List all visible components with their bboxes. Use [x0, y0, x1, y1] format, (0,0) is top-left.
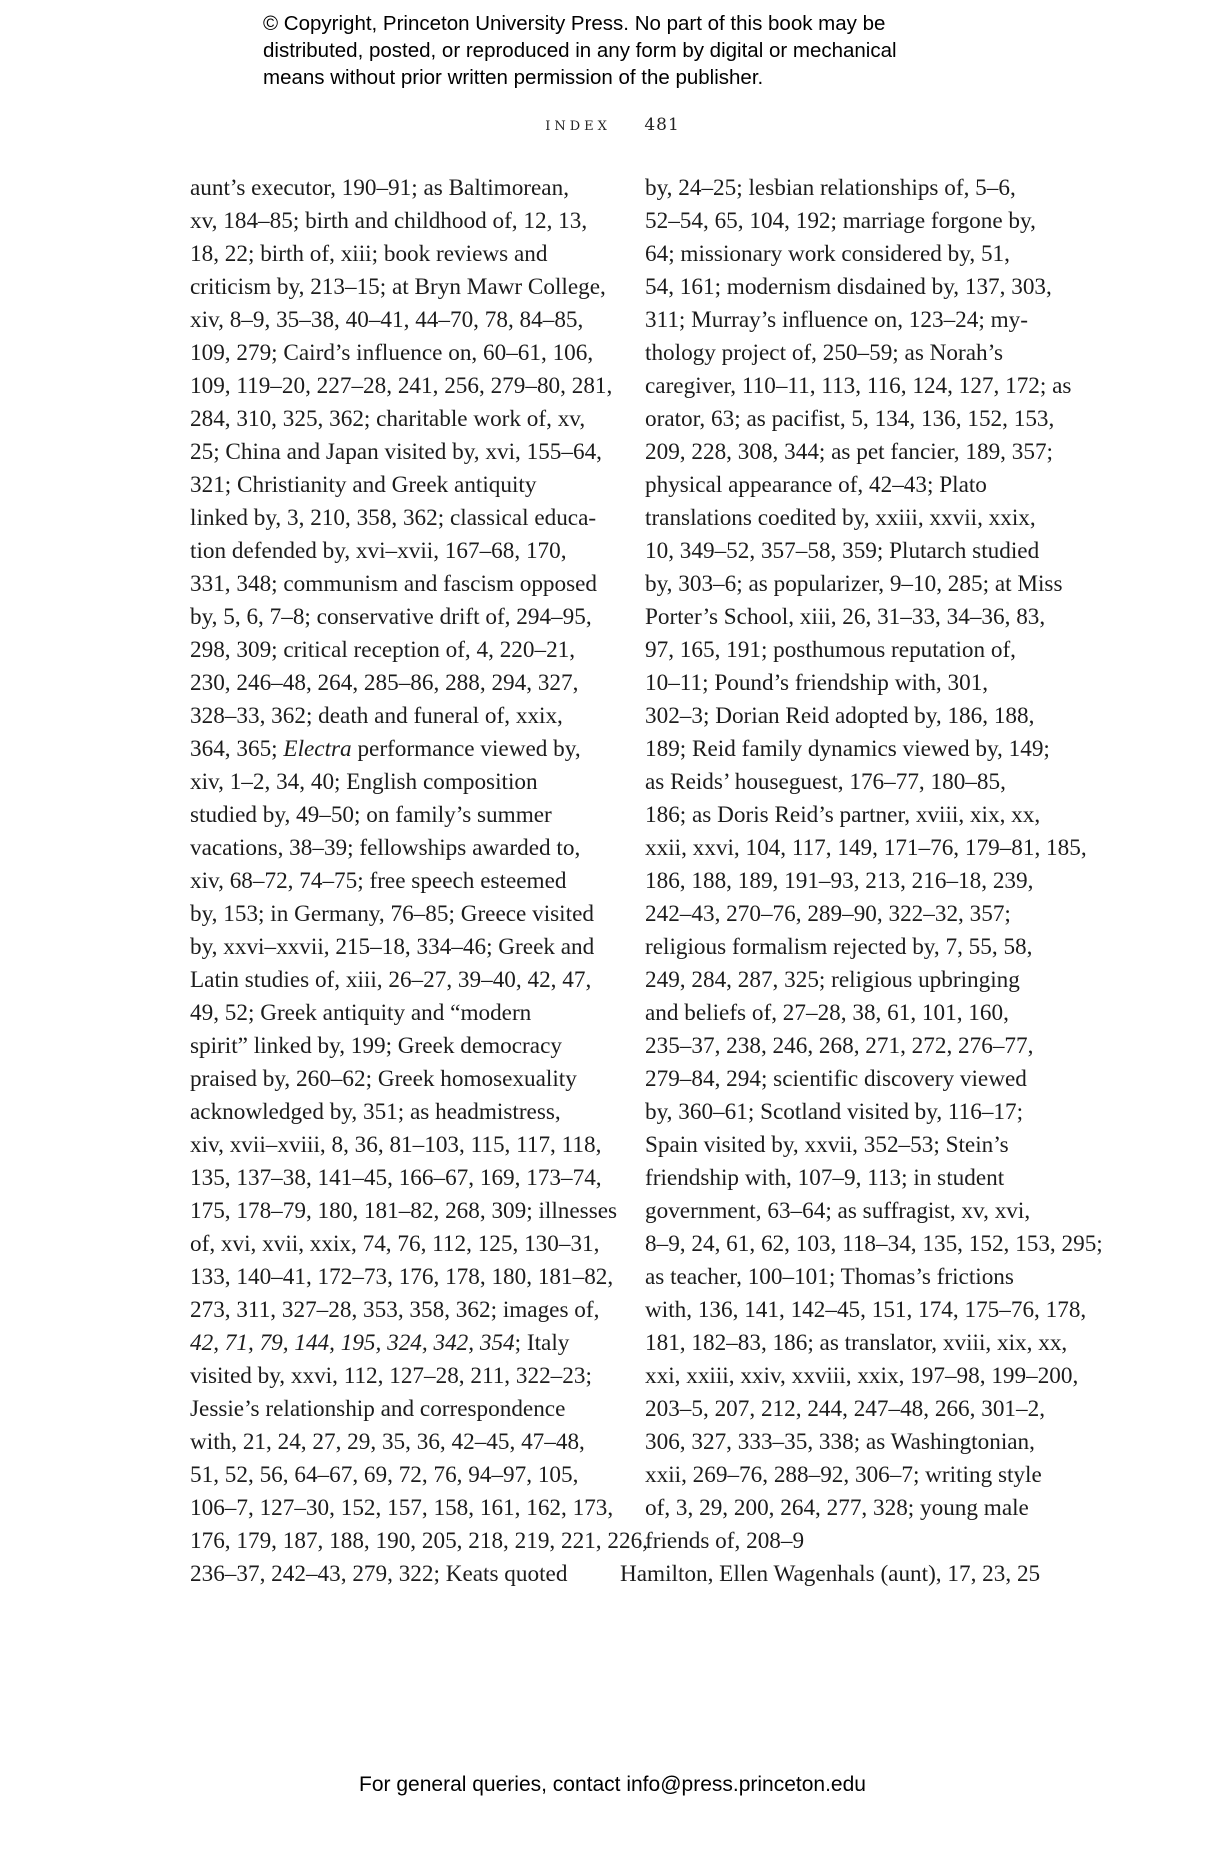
index-line: 311; Murray’s influence on, 123–24; my-: [645, 307, 1028, 333]
index-line: Hamilton, Ellen Wagenhals (aunt), 17, 23, 25: [620, 1561, 1041, 1587]
italic-page-refs: 42, 71, 79, 144, 195, 324, 342, 354: [190, 1330, 515, 1356]
index-line: 42, 71, 79, 144, 195, 324, 342, 354; Italy: [190, 1330, 570, 1356]
index-line: 51, 52, 56, 64–67, 69, 72, 76, 94–97, 105,: [190, 1462, 579, 1488]
index-line: 52–54, 65, 104, 192; marriage forgone by,: [645, 208, 1036, 234]
index-line: 175, 178–79, 180, 181–82, 268, 309; illnesses: [190, 1198, 618, 1224]
italic-title: Electra: [283, 736, 352, 762]
index-line: 273, 311, 327–28, 353, 358, 362; images of,: [190, 1297, 600, 1323]
index-line: 176, 179, 187, 188, 190, 205, 218, 219, 221, 226,: [190, 1528, 648, 1554]
index-line: 18, 22; birth of, xiii; book reviews and: [190, 241, 548, 267]
index-line: Spain visited by, xxvii, 352–53; Stein’s: [645, 1132, 1009, 1158]
index-line: 181, 182–83, 186; as translator, xviii, xix, xx,: [645, 1330, 1068, 1356]
index-line: visited by, xxvi, 112, 127–28, 211, 322–23;: [190, 1363, 592, 1389]
index-line: 189; Reid family dynamics viewed by, 149;: [645, 736, 1050, 762]
copyright-line: means without prior written permission of the publisher.: [263, 66, 764, 89]
index-line: friendship with, 107–9, 113; in student: [645, 1165, 1005, 1191]
index-line: studied by, 49–50; on family’s summer: [190, 802, 552, 828]
index-line: 54, 161; modernism disdained by, 137, 303,: [645, 274, 1052, 300]
index-line: 133, 140–41, 172–73, 176, 178, 180, 181–82,: [190, 1264, 614, 1290]
index-line: by, 360–61; Scotland visited by, 116–17;: [645, 1099, 1024, 1125]
index-line: praised by, 260–62; Greek homosexuality: [190, 1066, 577, 1092]
index-line: 10, 349–52, 357–58, 359; Plutarch studied: [645, 538, 1040, 564]
index-line: 242–43, 270–76, 289–90, 322–32, 357;: [645, 901, 1011, 927]
index-line: translations coedited by, xxiii, xxvii, xxix,: [645, 505, 1036, 531]
index-line: orator, 63; as pacifist, 5, 134, 136, 152, 153,: [645, 406, 1055, 432]
footer-contact: [0, 1773, 1225, 1797]
copyright-notice: [263, 10, 1023, 91]
index-line: and beliefs of, 27–28, 38, 61, 101, 160,: [645, 1000, 1009, 1026]
index-line: 10–11; Pound’s friendship with, 301,: [645, 670, 989, 696]
index-line: xxii, xxvi, 104, 117, 149, 171–76, 179–81, 185,: [645, 835, 1087, 861]
index-line: with, 21, 24, 27, 29, 35, 36, 42–45, 47–48,: [190, 1429, 585, 1455]
index-line: as Reids’ houseguest, 176–77, 180–85,: [645, 769, 1006, 795]
index-line: 25; China and Japan visited by, xvi, 155–64,: [190, 439, 602, 465]
page-number: 481: [644, 115, 680, 135]
index-line: xiv, 68–72, 74–75; free speech esteemed: [190, 868, 567, 894]
copyright-line: distributed, posted, or reproduced in any form by digital or mechanical: [263, 39, 897, 62]
index-line: xiv, 8–9, 35–38, 40–41, 44–70, 78, 84–85,: [190, 307, 584, 333]
index-line: as teacher, 100–101; Thomas’s frictions: [645, 1264, 1014, 1290]
index-line: caregiver, 110–11, 113, 116, 124, 127, 172; as: [645, 373, 1072, 399]
index-line: 203–5, 207, 212, 244, 247–48, 266, 301–2,: [645, 1396, 1045, 1422]
index-line: 186, 188, 189, 191–93, 213, 216–18, 239,: [645, 868, 1034, 894]
index-line: acknowledged by, 351; as headmistress,: [190, 1099, 561, 1125]
copyright-line: © Copyright, Princeton University Press. No part of this book may be: [263, 12, 886, 35]
index-line: 236–37, 242–43, 279, 322; Keats quoted: [190, 1561, 568, 1587]
index-line: xv, 184–85; birth and childhood of, 12, 13,: [190, 208, 588, 234]
index-line: 331, 348; communism and fascism opposed: [190, 571, 598, 597]
index-line: religious formalism rejected by, 7, 55, 58,: [645, 934, 1033, 960]
index-line: 364, 365; Electra performance viewed by,: [190, 736, 581, 762]
index-line: 64; missionary work considered by, 51,: [645, 241, 1010, 267]
index-line: 109, 119–20, 227–28, 241, 256, 279–80, 281,: [190, 373, 613, 399]
index-line: Latin studies of, xiii, 26–27, 39–40, 42, 47,: [190, 967, 592, 993]
index-line: 135, 137–38, 141–45, 166–67, 169, 173–74,: [190, 1165, 602, 1191]
index-line: of, 3, 29, 200, 264, 277, 328; young male: [645, 1495, 1029, 1521]
index-line: spirit” linked by, 199; Greek democracy: [190, 1033, 562, 1059]
index-line: tion defended by, xvi–xvii, 167–68, 170,: [190, 538, 567, 564]
index-line: xxi, xxiii, xxiv, xxviii, xxix, 197–98, 199–200,: [645, 1363, 1079, 1389]
index-line: physical appearance of, 42–43; Plato: [645, 472, 987, 498]
index-line: 186; as Doris Reid’s partner, xviii, xix, xx,: [645, 802, 1041, 828]
index-column-left: [190, 172, 648, 1591]
running-head-label: index: [545, 114, 611, 135]
index-line: 306, 327, 333–35, 338; as Washingtonian,: [645, 1429, 1035, 1455]
index-line: 49, 52; Greek antiquity and “modern: [190, 1000, 532, 1026]
index-line: by, 153; in Germany, 76–85; Greece visited: [190, 901, 594, 927]
index-line: xxii, 269–76, 288–92, 306–7; writing style: [645, 1462, 1042, 1488]
index-line: 302–3; Dorian Reid adopted by, 186, 188,: [645, 703, 1035, 729]
index-line: by, 24–25; lesbian relationships of, 5–6,: [645, 175, 1016, 201]
index-line: 106–7, 127–30, 152, 157, 158, 161, 162, 173,: [190, 1495, 614, 1521]
index-line: 8–9, 24, 61, 62, 103, 118–34, 135, 152, 153, 295;: [645, 1231, 1103, 1257]
index-line: of, xvi, xvii, xxix, 74, 76, 112, 125, 130–31,: [190, 1231, 600, 1257]
index-line: 209, 228, 308, 344; as pet fancier, 189, 357;: [645, 439, 1053, 465]
footer-text: For general queries, contact info@press.princeton.edu: [359, 1773, 866, 1796]
index-line: by, xxvi–xxvii, 215–18, 334–46; Greek and: [190, 934, 595, 960]
index-column-right: [620, 172, 1103, 1591]
index-line: criticism by, 213–15; at Bryn Mawr College,: [190, 274, 606, 300]
index-line: government, 63–64; as suffragist, xv, xvi,: [645, 1198, 1031, 1224]
index-line: thology project of, 250–59; as Norah’s: [645, 340, 1004, 366]
index-line: with, 136, 141, 142–45, 151, 174, 175–76, 178,: [645, 1297, 1087, 1323]
index-line: 284, 310, 325, 362; charitable work of, xv,: [190, 406, 586, 432]
index-line: xiv, xvii–xviii, 8, 36, 81–103, 115, 117, 118,: [190, 1132, 602, 1158]
index-line: 321; Christianity and Greek antiquity: [190, 472, 537, 498]
index-line: Jessie’s relationship and correspondence: [190, 1396, 566, 1422]
index-line: Porter’s School, xiii, 26, 31–33, 34–36, 83,: [645, 604, 1046, 630]
index-line: linked by, 3, 210, 358, 362; classical educa-: [190, 505, 597, 531]
index-line: 298, 309; critical reception of, 4, 220–21,: [190, 637, 576, 663]
index-line: 279–84, 294; scientific discovery viewed: [645, 1066, 1027, 1092]
running-head: [0, 114, 1225, 135]
index-line: vacations, 38–39; fellowships awarded to,: [190, 835, 581, 861]
index-line: 109, 279; Caird’s influence on, 60–61, 106,: [190, 340, 594, 366]
index-line: 328–33, 362; death and funeral of, xxix,: [190, 703, 563, 729]
index-line: 230, 246–48, 264, 285–86, 288, 294, 327,: [190, 670, 579, 696]
index-line: aunt’s executor, 190–91; as Baltimorean,: [190, 175, 569, 201]
index-line: by, 5, 6, 7–8; conservative drift of, 294–95,: [190, 604, 592, 630]
index-line: 97, 165, 191; posthumous reputation of,: [645, 637, 1016, 663]
index-line: xiv, 1–2, 34, 40; English composition: [190, 769, 538, 795]
index-line: 235–37, 238, 246, 268, 271, 272, 276–77,: [645, 1033, 1034, 1059]
index-line: friends of, 208–9: [645, 1528, 805, 1554]
index-line: 249, 284, 287, 325; religious upbringing: [645, 967, 1020, 993]
index-line: by, 303–6; as popularizer, 9–10, 285; at Miss: [645, 571, 1063, 597]
